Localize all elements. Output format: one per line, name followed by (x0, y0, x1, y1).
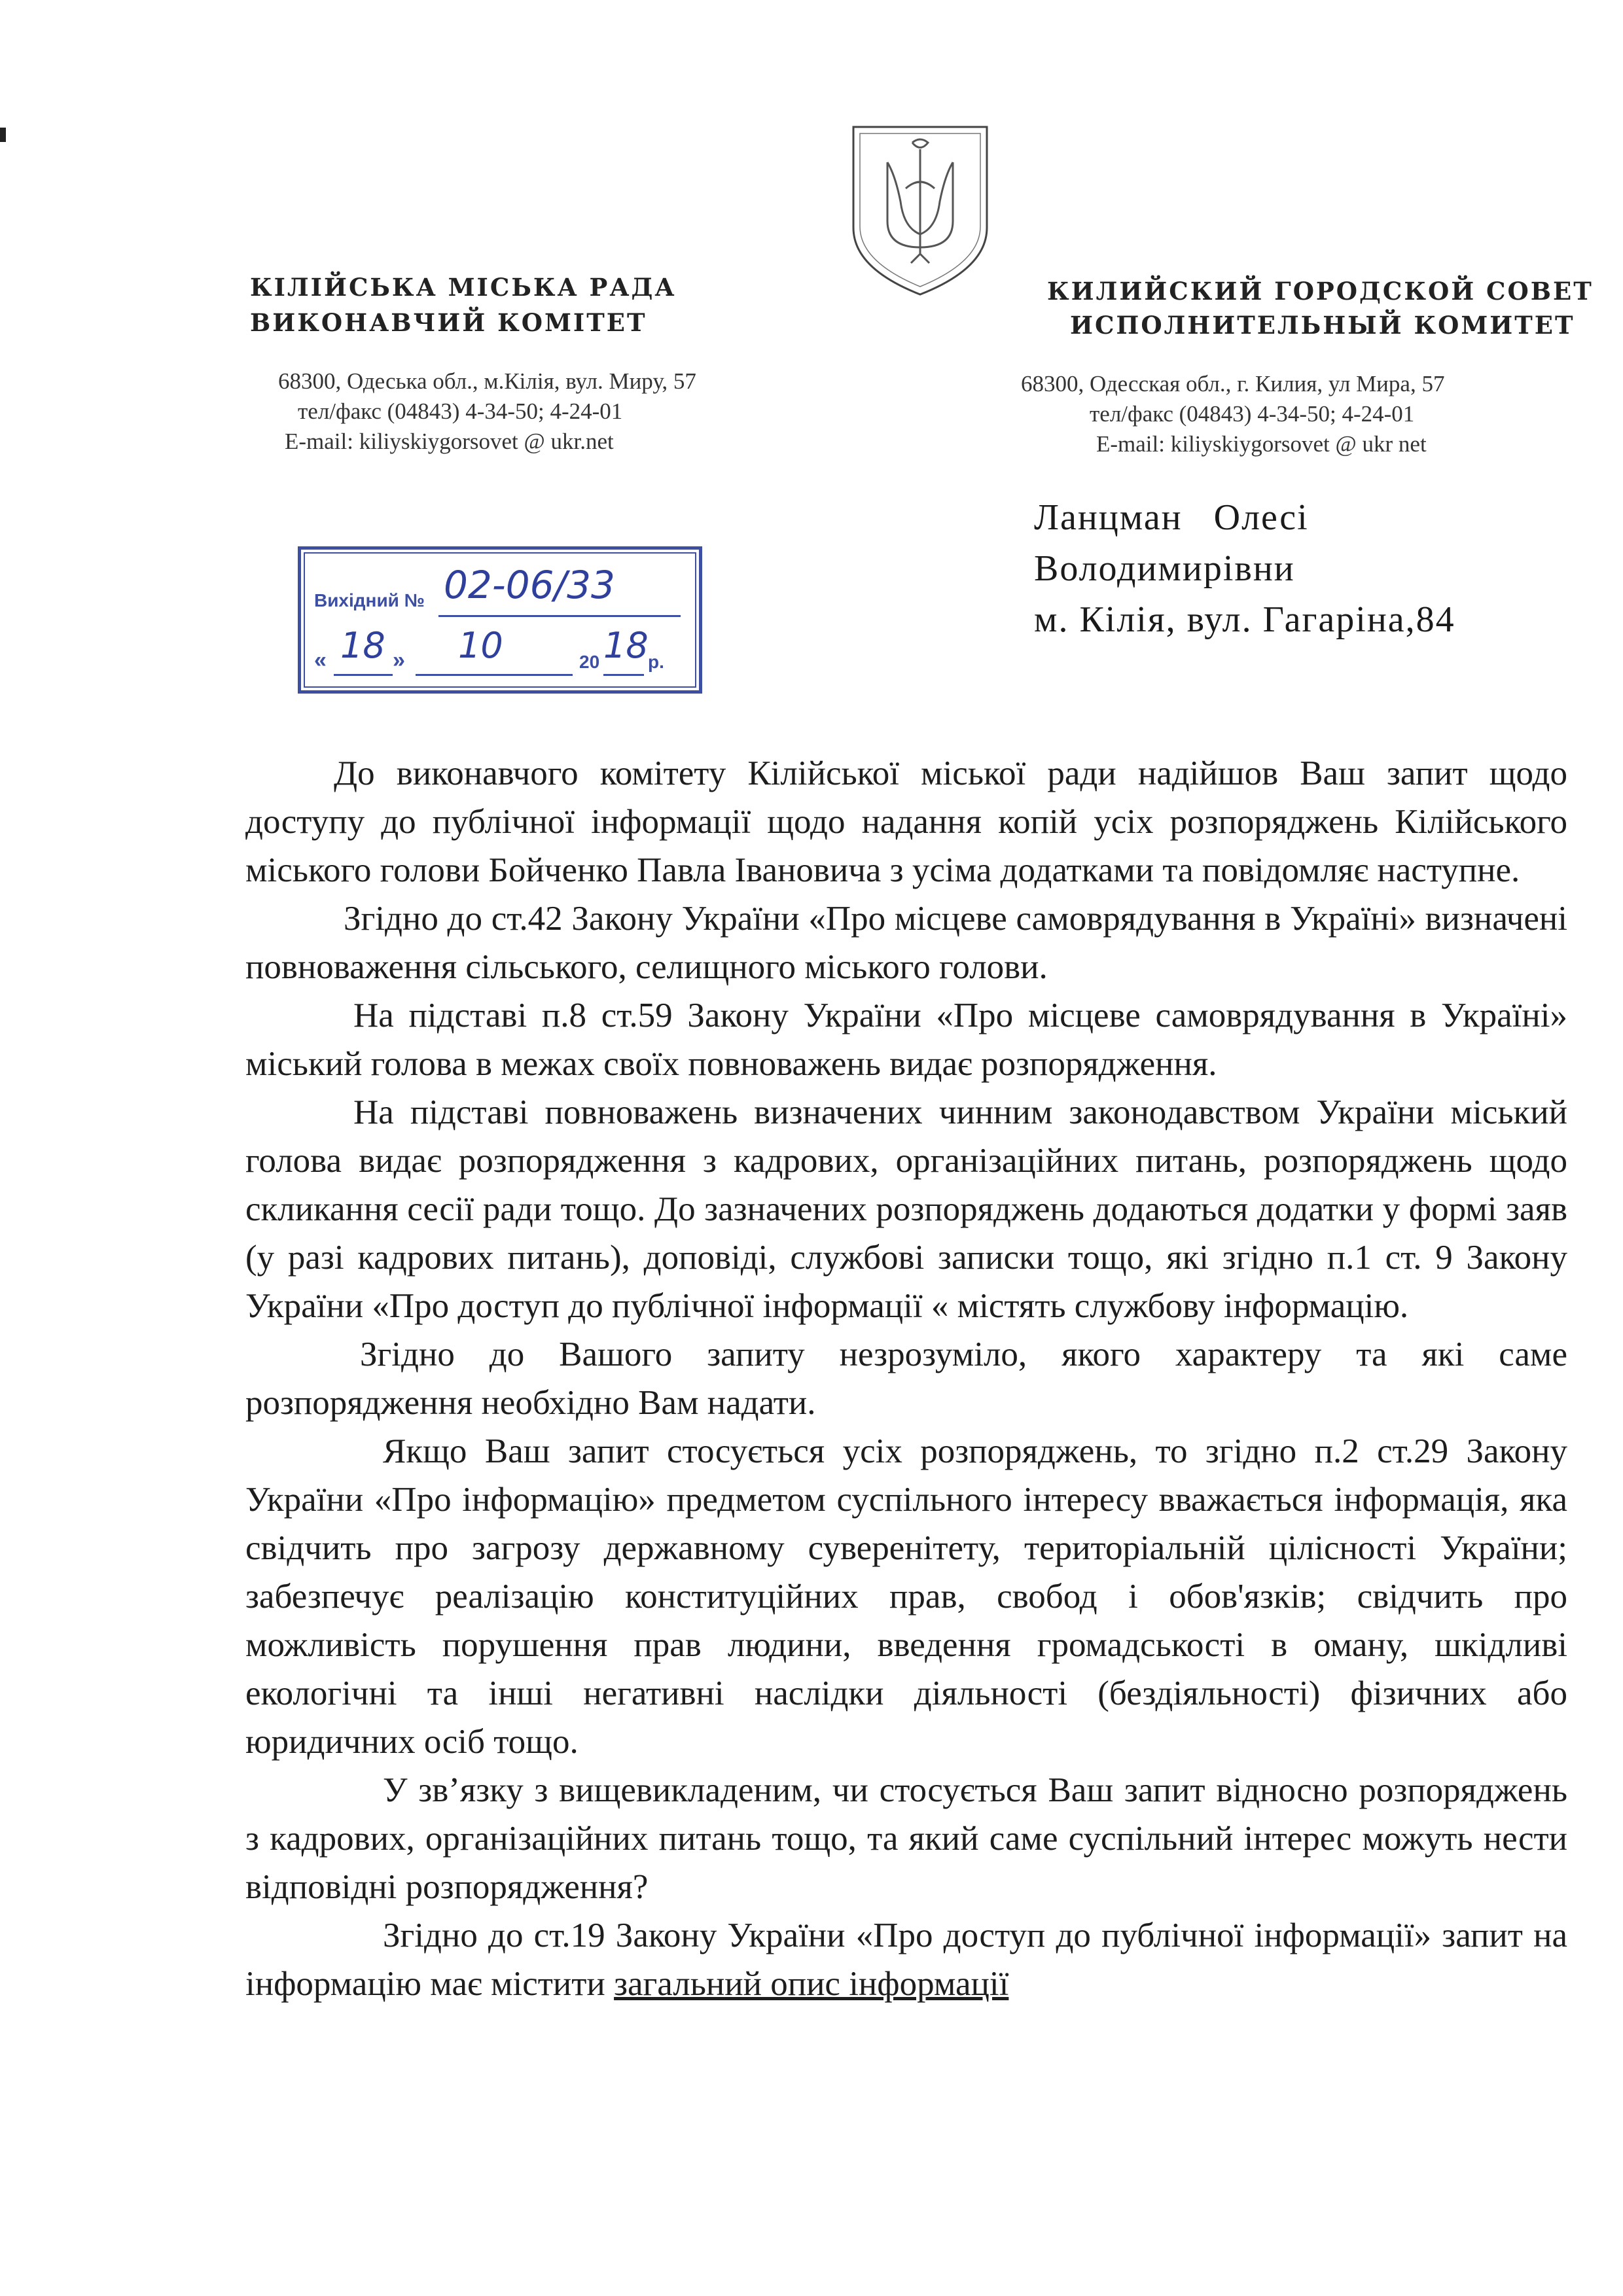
recipient-name: Ланцман Олесі (1034, 497, 1309, 538)
scan-mark (0, 128, 6, 142)
stamp-label: Вихідний № (314, 590, 425, 610)
stamp-year-prefix: 20 (579, 652, 600, 672)
address-ru: 68300, Одесская обл., г. Килия, ул Мира, 57 (1021, 371, 1445, 397)
paragraph-8 (245, 1911, 1567, 2008)
stamp-month: 10 (458, 625, 503, 666)
letter-body (245, 749, 1567, 2008)
stamp-day: 18 (340, 625, 385, 666)
recipient-patronymic: Володимирівни (1034, 548, 1295, 589)
stamp-year-mark: р. (648, 652, 664, 672)
phone-ua: тел/факс (04843) 4-34-50; 4-24-01 (298, 398, 623, 424)
email-ru: E-mail: kiliyskiygorsovet @ ukr net (1096, 431, 1427, 457)
stamp-open-quote: « (314, 648, 327, 673)
paragraph-6: Якщо Ваш запит стосується усіх розпоряджень, то згідно п.2 ст.29 Закону України «Про інформацію» предметом суспільного інтересу вважається інформація, яка свідчить про загрозу державному суверенітету, територіальній цілісності України; забезпечує реалізацію конституційних прав, свобод і обов'язків; свідчить про можливість порушення прав людини, введення громадськості в оману, шкідливі екологічні та інші негативні наслідки діяльності (бездіяльності) фізичних або юридичних осіб тощо. (245, 1432, 1567, 1761)
dept-name-ua: ВИКОНАВЧИЙ КОМІТЕТ (250, 308, 647, 337)
dept-name-ru: ИСПОЛНИТЕЛЬНЫЙ КОМИТЕТ (1070, 311, 1575, 340)
email-ua: E-mail: kiliyskiygorsovet @ ukr.net (285, 429, 614, 454)
recipient-address: м. Кілія, вул. Гагаріна,84 (1034, 599, 1455, 640)
outgoing-number-stamp (298, 546, 702, 694)
recipient-block (1034, 492, 1455, 645)
paragraph-5: Згідно до Вашого запиту незрозуміло, якого характеру та які саме розпорядження необхідно Вам надати. (245, 1335, 1567, 1422)
paragraph-1: До виконавчого комітету Кілійської міської ради надійшов Ваш запит щодо доступу до публічної інформації щодо надання копій усіх розпоряджень Кілійського міського голови Бойченко Павла Івановича з усіма додатками та повідомляє наступне. (245, 754, 1567, 889)
org-name-ru: КИЛИЙСКИЙ ГОРОДСКОЙ СОВЕТ (1047, 277, 1594, 306)
paragraph-3: На підставі п.8 ст.59 Закону України «Про місцеве самоврядування в Україні» міський голова в межах своїх повноважень видає розпорядження. (245, 997, 1567, 1083)
paragraph-2: Згідно до ст.42 Закону України «Про місцеве самоврядування в Україні» визначені повноваження сільського, селищного міського голови. (245, 900, 1567, 986)
trident-coat-of-arms-icon (848, 123, 992, 300)
address-ua: 68300, Одеська обл., м.Кілія, вул. Миру, 57 (278, 368, 696, 394)
paragraph-4: На підставі повноважень визначених чинним законодавством України міський голова видає розпорядження з кадрових, організаційних питань, розпоряджень щодо скликання сесії ради тощо. До зазначених розпоряджень додаються додатки у формі заяв (у разі кадрових питань), доповіді, службові записки тощо, які згідно п.1 ст. 9 Закону України «Про доступ до публічної інформації « містять службову інформацію. (245, 1093, 1567, 1325)
org-name-ua: КІЛІЙСЬКА МІСЬКА РАДА (250, 273, 677, 302)
stamp-year: 18 (603, 625, 649, 666)
phone-ru: тел/факс (04843) 4-34-50; 4-24-01 (1090, 401, 1415, 427)
stamp-close-quote: » (393, 648, 405, 673)
paragraph-8-text: Згідно до ст.19 Закону України «Про доступ до публічної інформації» запит на інформацію має містити (245, 1916, 1567, 2003)
stamp-outgoing-number: 02-06/33 (444, 563, 615, 607)
paragraph-8-underlined: загальний опис інформації (614, 1965, 1009, 2003)
paragraph-7: У зв’язку з вищевикладеним, чи стосується Ваш запит відносно розпоряджень з кадрових, організаційних питань тощо, та який саме суспільний інтерес можуть нести відповідні розпорядження? (245, 1771, 1567, 1906)
